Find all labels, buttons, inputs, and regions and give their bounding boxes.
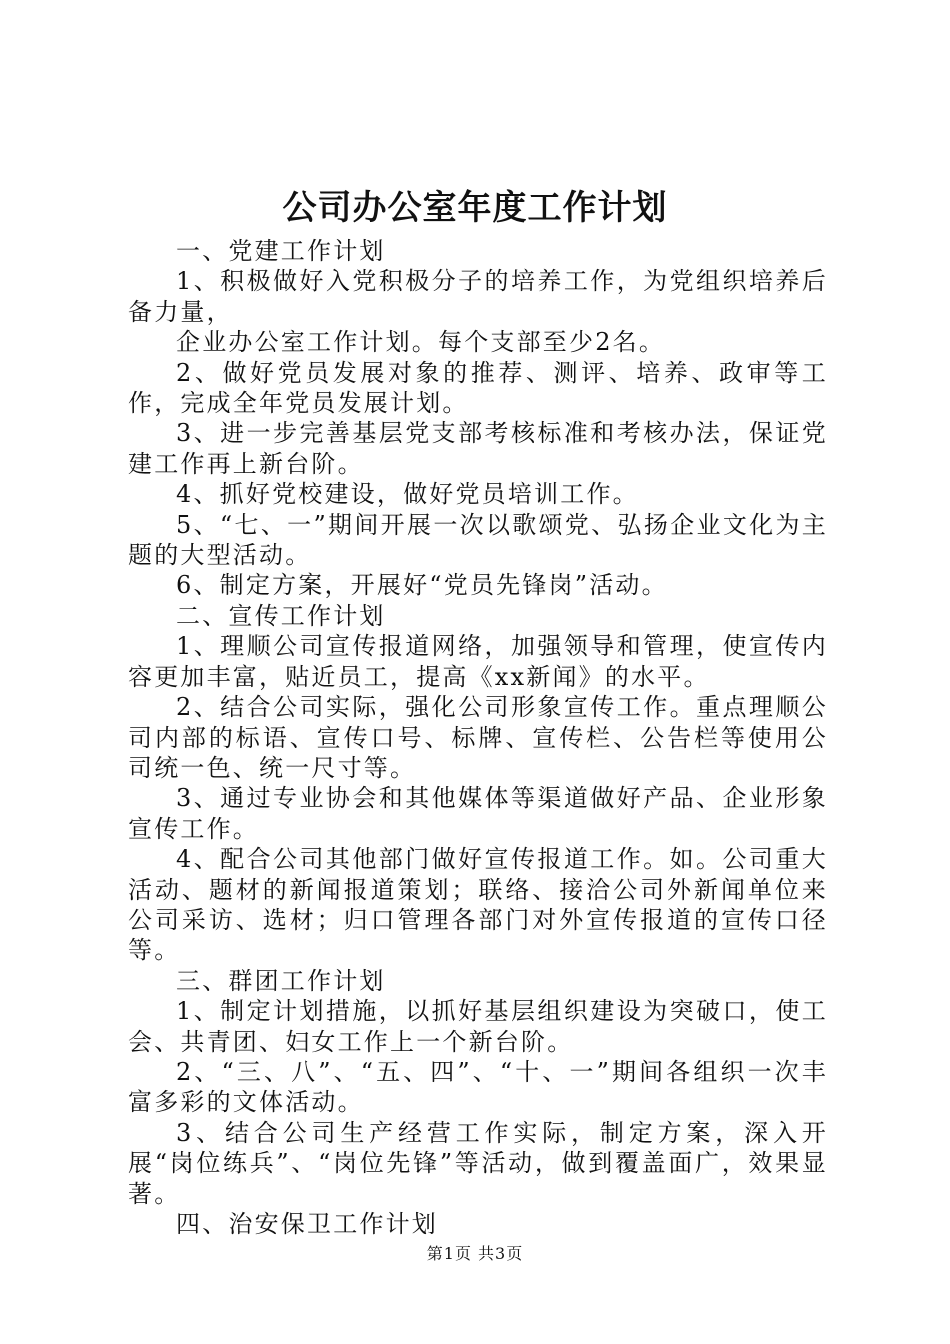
paragraph: 企业办公室工作计划。每个支部至少2名。 xyxy=(176,328,666,357)
paragraph: 4、抓好党校建设，做好党员培训工作。 xyxy=(176,480,639,509)
section-heading-security: 四、治安保卫工作计划 xyxy=(176,1210,438,1238)
paragraph: 2、“三、八”、“五、四”、“十、一”期间各组织一次丰富多彩的文体活动。 xyxy=(128,1057,828,1117)
paragraph: 1、积极做好入党积极分子的培养工作，为党组织培养后备力量， xyxy=(128,267,828,326)
page-footer: 第1页 共3页 xyxy=(426,1244,524,1263)
paragraph: 2、结合公司实际，强化公司形象宣传工作。重点理顺公司内部的标语、宣传口号、标牌、宣传栏、公告栏等使用公司统一色、统一尺寸等。 xyxy=(128,693,828,782)
paragraph: 3、进一步完善基层党支部考核标准和考核办法，保证党建工作再上新台阶。 xyxy=(128,419,828,478)
paragraph: 1、制定计划措施，以抓好基层组织建设为突破口，使工会、共青团、妇女工作上一个新台阶。 xyxy=(128,997,828,1056)
paragraph: 1、理顺公司宣传报道网络，加强领导和管理，使宣传内容更加丰富，贴近员工，提高《xx新闻》的水平。 xyxy=(128,632,828,691)
paragraph: 5、“七、一”期间开展一次以歌颂党、弘扬企业文化为主题的大型活动。 xyxy=(128,510,828,570)
paragraph: 4、配合公司其他部门做好宣传报道工作。如。公司重大活动、题材的新闻报道策划；联络、接洽公司外新闻单位来公司采访、选材；归口管理各部门对外宣传报道的宣传口径等。 xyxy=(128,845,828,965)
paragraph: 3、通过专业协会和其他媒体等渠道做好产品、企业形象宣传工作。 xyxy=(128,784,828,843)
section-heading-publicity: 二、宣传工作计划 xyxy=(176,601,386,630)
section-heading-mass-organizations: 三、群团工作计划 xyxy=(176,966,386,995)
page-title: 公司办公室年度工作计划 xyxy=(282,188,668,228)
paragraph: 3、结合公司生产经营工作实际，制定方案，深入开展“岗位练兵”、“岗位先锋”等活动，做到覆盖面广，效果显著。 xyxy=(128,1118,828,1208)
paragraph: 6、制定方案，开展好“党员先锋岗”活动。 xyxy=(176,571,668,600)
section-heading-party-building: 一、党建工作计划 xyxy=(176,237,386,265)
document-body xyxy=(128,236,828,1239)
paragraph: 2、做好党员发展对象的推荐、测评、培养、政审等工作，完成全年党员发展计划。 xyxy=(128,358,828,418)
